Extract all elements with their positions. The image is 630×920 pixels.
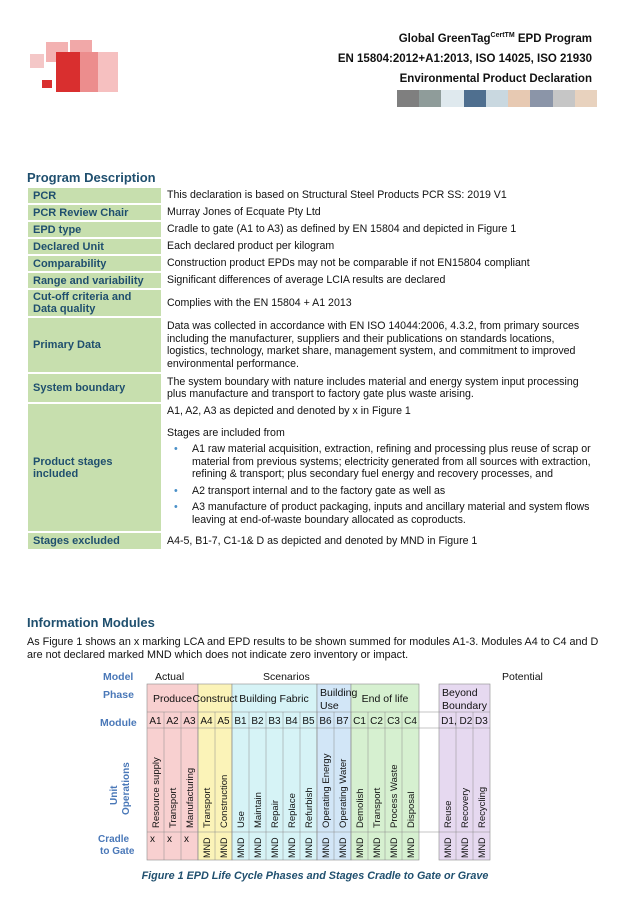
information-modules-text: As Figure 1 shows an x marking LCA and EPD results to be shown summed for modules A1-3. Modules A4 to C4 and D are not declared marked MND which does not indicate zero inventory or impact. [27,636,599,661]
phase-label: Building Fabric [239,693,309,705]
operation-label: Transport [372,787,383,828]
cradle-mark: MND [355,837,365,858]
operation-label: Maintain [253,792,264,828]
row-label-cradle: Cradle [98,834,130,845]
model-potential: Potential [502,671,543,683]
module-label: C3 [387,716,400,727]
strip-swatch [397,90,419,107]
row-key: EPD type [28,222,161,237]
strip-swatch [553,90,575,107]
operation-label: Reuse [443,800,454,828]
cradle-mark: MND [219,837,229,858]
cradle-mark: MND [236,837,246,858]
list-item: • A2 transport internal and to the factory gate as well as [167,485,598,498]
program-row [28,239,603,254]
cradle-mark: MND [406,837,416,858]
program-row [28,318,603,372]
module-label: D1, D2 D3 [441,716,488,727]
cradle-mark: MND [460,837,470,858]
operation-label: Disposal [406,791,417,828]
row-label-to-gate: to Gate [100,846,135,857]
module-label: B4 [285,716,298,727]
program-row [28,222,603,237]
operation-label: Construction [219,774,230,828]
row-value: A4-5, B1-7, C1-1& D as depicted and denoted by MND in Figure 1 [167,534,478,547]
operation-label: Demolish [355,788,366,828]
operation-label: Resource supply [151,757,162,828]
operation-label: Use [236,811,247,828]
module-label: C1 [353,716,366,727]
strip-swatch [530,90,552,107]
operation-label: Operating Water [338,758,349,828]
phase-label: Use [320,700,339,712]
row-label-unit: Unit [109,785,120,805]
row-value: Cradle to gate (A1 to A3) as defined by EN 15804 and depicted in Figure 1 [167,223,517,236]
operation-label: Replace [287,793,298,828]
program-row [28,404,603,531]
row-key: Cut-off criteria and Data quality [28,290,161,316]
document-type: Environmental Product Declaration [399,72,592,85]
operation-label: Repair [270,800,281,828]
program-row [28,188,603,203]
module-label: C4 [404,716,417,727]
program-name: Global GreenTag$^{CertTM}$ EPD Program [398,32,592,45]
row-key: PCR [28,188,161,203]
module-label: B3 [268,716,281,727]
row-key: Product stages included [28,404,161,531]
module-label: B5 [302,716,315,727]
color-strip [397,90,597,107]
row-label-model: Model [103,671,134,683]
row-value [161,404,603,531]
module-label: A4 [200,716,213,727]
strip-swatch [486,90,508,107]
cradle-mark: x [184,834,189,845]
module-label: A2 [166,716,179,727]
cradle-mark: MND [338,837,348,858]
program-logo [30,40,125,95]
cradle-mark: MND [304,837,314,858]
row-value: Complies with the EN 15804 + A1 2013 [167,296,352,309]
information-modules-title: Information Modules [27,615,155,630]
row-value: Data was collected in accordance with EN ISO 14044:2006, 4.3.2, from primary sources including the manufacturer, suppliers and their publications on standards locations, logistics, technology, market share, management system, and commitment to improved environmental performance. [167,320,580,370]
row-label-phase: Phase [103,689,134,701]
cradle-mark: MND [389,837,399,858]
row-label-module: Module [100,717,137,729]
list-item: • A3 manufacture of product packaging, inputs and ancillary material and system flows leaving at end-of-waste boundary allocated as coproducts. [167,501,598,526]
row-key: Range and variability [28,273,161,288]
operation-label: Recycling [477,786,488,828]
operation-label: Process Waste [389,764,400,828]
cradle-mark: MND [372,837,382,858]
row-value: Construction product EPDs may not be comparable if not EN15804 compliant [167,257,530,270]
program-description-title: Program Description [27,170,156,185]
cradle-mark: MND [253,837,263,858]
cradle-mark: MND [321,837,331,858]
row-value: Each declared product per kilogram [167,240,335,253]
lifecycle-figure [95,670,565,870]
operation-label: Manufacturing [185,767,196,828]
cradle-mark: MND [270,837,280,858]
document-header [338,26,592,89]
module-label: A5 [217,716,230,727]
program-row [28,273,603,288]
cradle-mark: MND [443,837,453,858]
row-value: Murray Jones of Ecquate Pty Ltd [167,206,321,219]
program-row [28,374,603,402]
program-row [28,205,603,220]
cradle-mark: MND [477,837,487,858]
figure-caption: Figure 1 EPD Life Cycle Phases and Stages Cradle to Gate or Grave [141,870,489,882]
phase-column-block [232,684,317,860]
module-label: A3 [183,716,196,727]
program-description-table [28,186,603,551]
phase-label: Produce [152,693,193,705]
module-label: A1 [149,716,162,727]
strip-swatch [419,90,441,107]
operation-label: Transport [168,787,179,828]
phase-label: Boundary [442,700,487,712]
strip-swatch [575,90,597,107]
standards-line: EN 15804:2012+A1:2013, ISO 14025, ISO 21930 [337,52,592,65]
module-label: B1 [234,716,247,727]
row-value: The system boundary with nature includes material and energy system input processing plus manufacture and transport to factory gate plus waste arising. [167,375,579,400]
row-key: Declared Unit [28,239,161,254]
row-key: System boundary [28,374,161,402]
list-item: • A1 raw material acquisition, extraction, refining and processing plus reuse of scrap or material from previous systems; electricity generated from all sources with extraction, refining & transport; plus secondary fuel energy and recovery processes, and [167,443,598,481]
strip-swatch [441,90,463,107]
cradle-mark: x [167,834,172,845]
program-row [28,533,603,549]
operation-label: Operating Energy [321,753,332,828]
module-label: B7 [336,716,349,727]
phase-label: Construct [192,693,238,705]
program-row [28,290,603,316]
cradle-mark: x [150,834,155,845]
cradle-mark: MND [287,837,297,858]
stages-intro: A1, A2, A3 as depicted and denoted by x in Figure 1 [167,405,411,417]
program-row [28,256,603,271]
strip-swatch [508,90,530,107]
module-label: B6 [319,716,332,727]
stages-list [167,443,598,526]
row-key: Primary Data [28,318,161,372]
row-value: Significant differences of average LCIA results are declared [167,274,446,287]
cradle-mark: MND [202,837,212,858]
row-key: Stages excluded [28,533,161,549]
operation-label: Refurbish [304,787,315,828]
strip-swatch [464,90,486,107]
phase-label: Building [320,687,358,699]
operation-label: Recovery [460,787,471,828]
row-label-operations: Operations [121,762,132,815]
module-label: B2 [251,716,264,727]
module-label: C2 [370,716,383,727]
model-scenarios: Scenarios [263,671,310,683]
phase-label: Beyond [442,687,478,699]
stages-lead: Stages are included from [167,426,285,439]
row-value: This declaration is based on Structural Steel Products PCR SS: 2019 V1 [167,189,507,202]
row-key: PCR Review Chair [28,205,161,220]
row-key: Comparability [28,256,161,271]
phase-label: End of life [361,693,409,705]
operation-label: Transport [202,787,213,828]
model-actual: Actual [155,671,185,683]
